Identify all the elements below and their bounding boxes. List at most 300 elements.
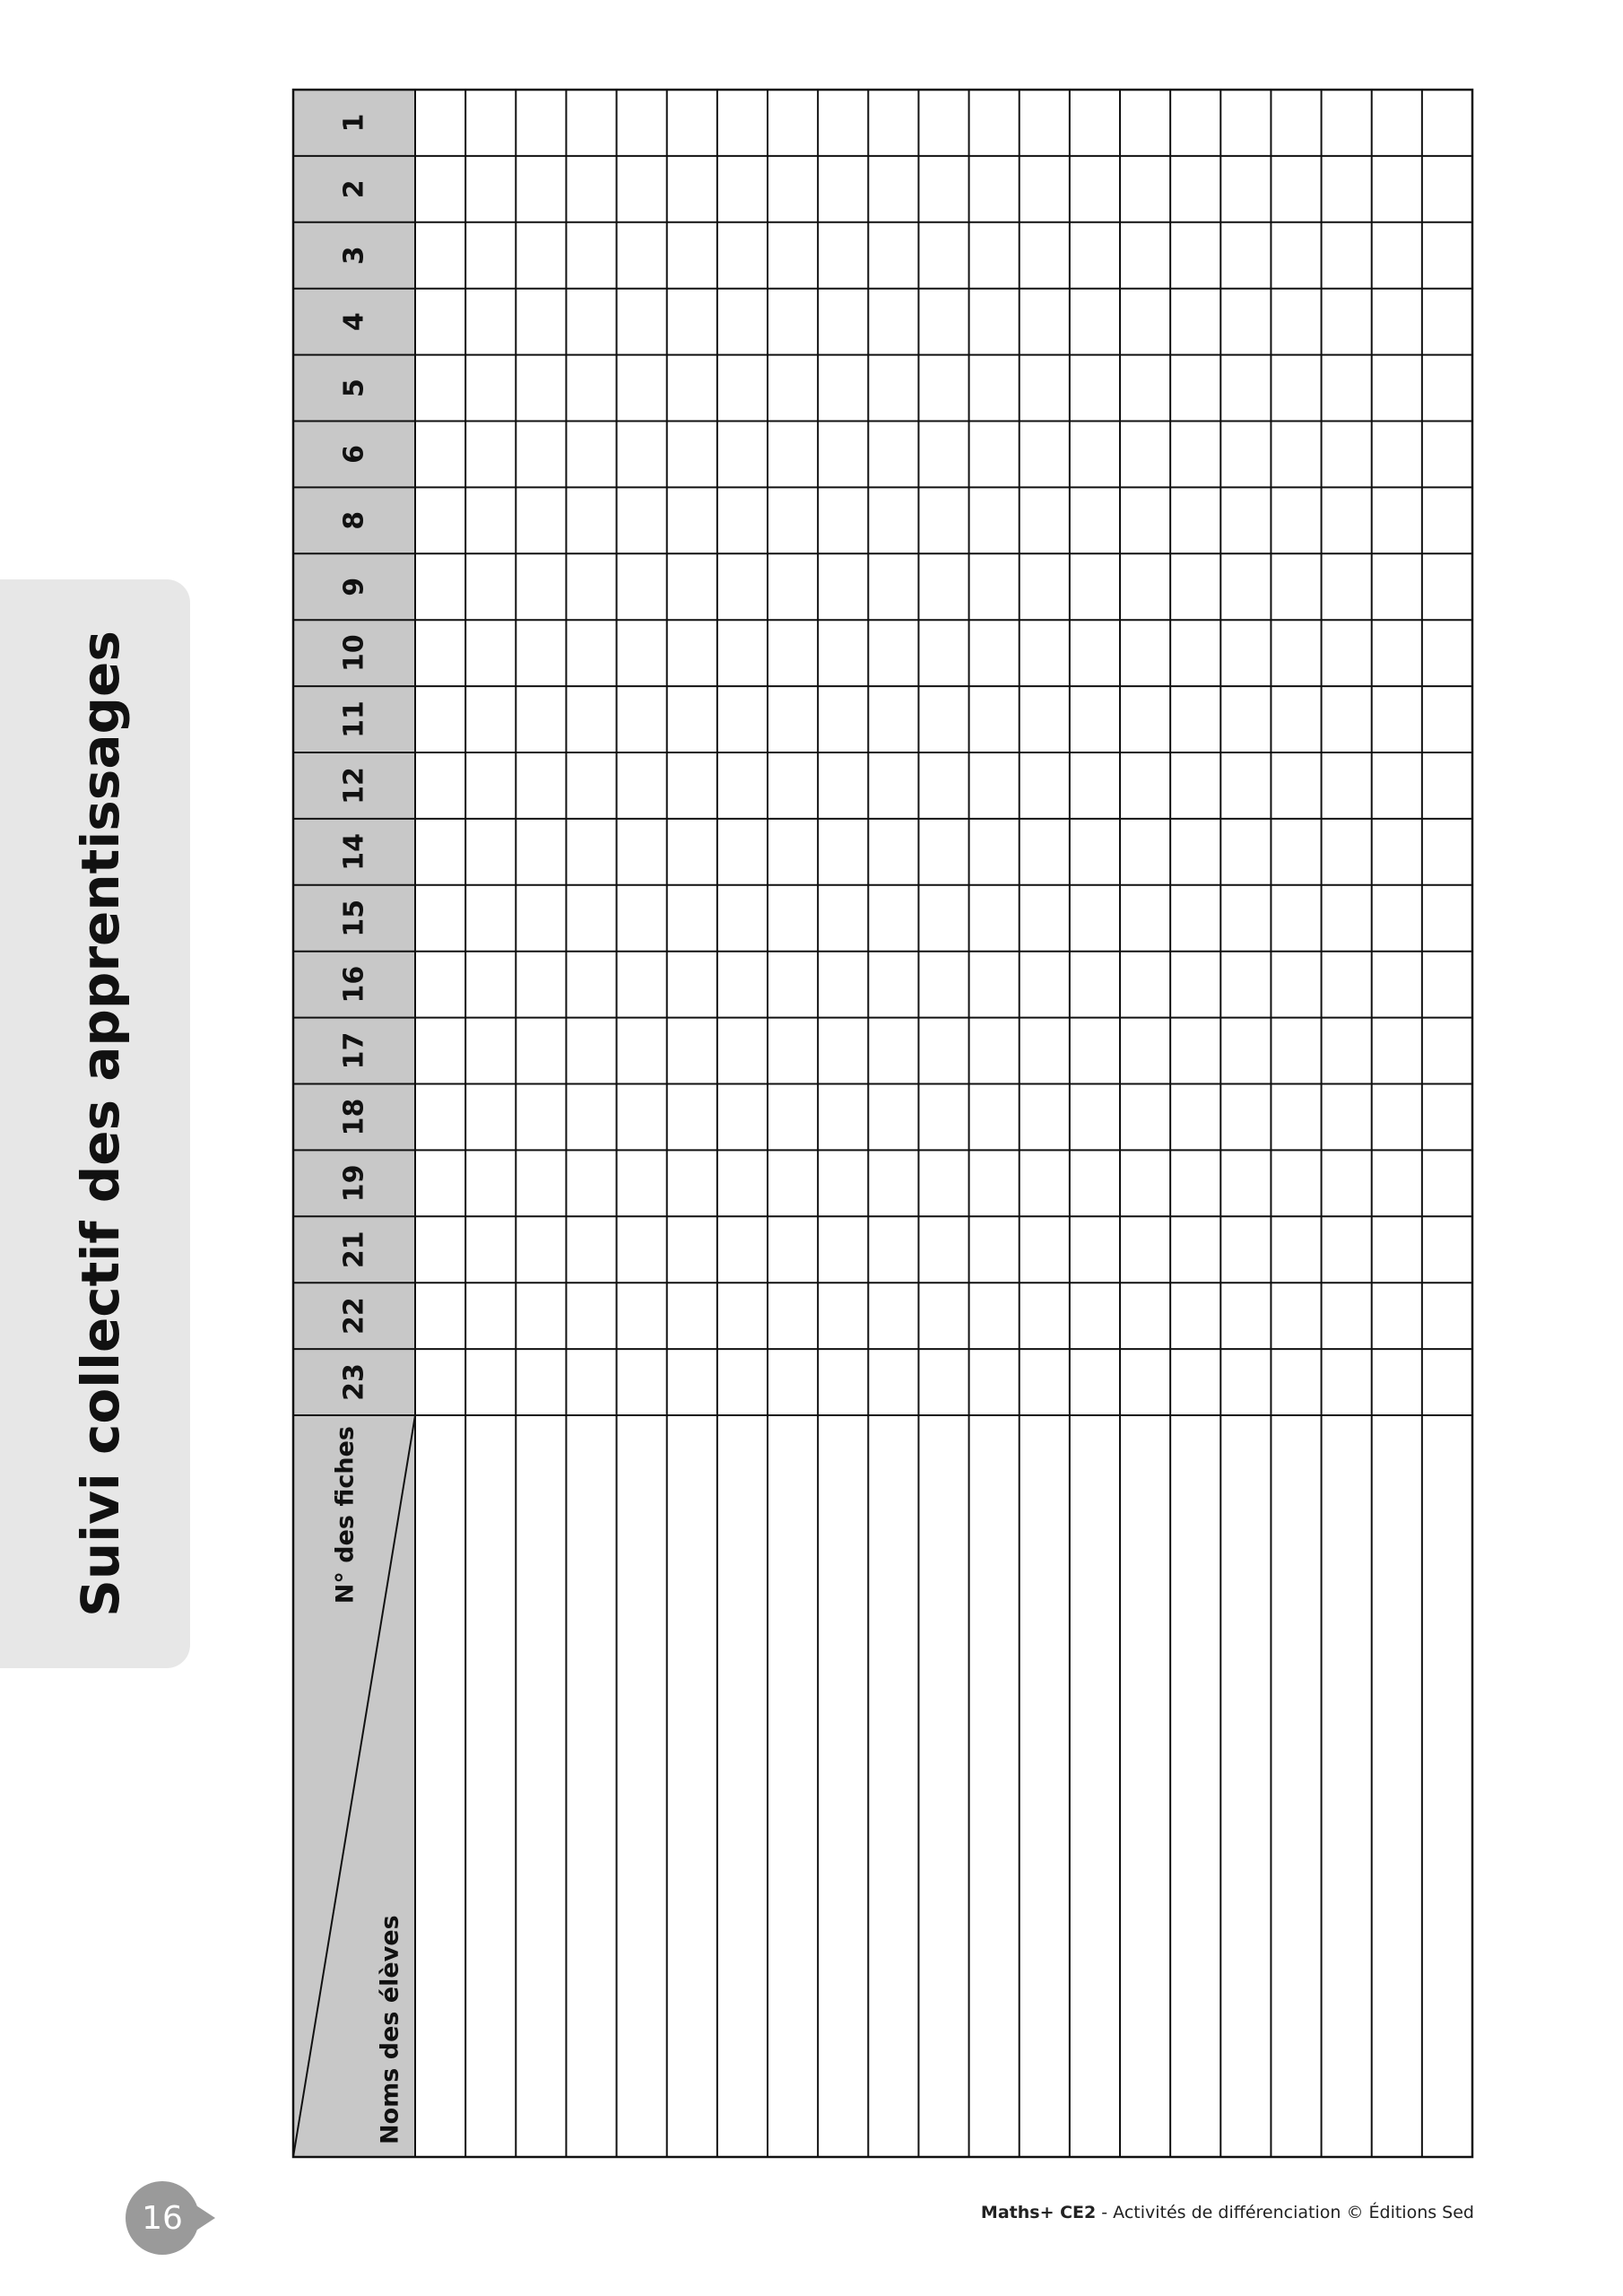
student-name-cell[interactable] — [1120, 1415, 1170, 2157]
result-cell[interactable] — [1322, 487, 1372, 553]
result-cell[interactable] — [1170, 355, 1220, 422]
result-cell[interactable] — [818, 222, 868, 289]
result-cell[interactable] — [918, 1018, 968, 1084]
result-cell[interactable] — [918, 1084, 968, 1151]
result-cell[interactable] — [1372, 686, 1422, 752]
result-cell[interactable] — [667, 819, 717, 885]
result-cell[interactable] — [868, 355, 918, 422]
result-cell[interactable] — [566, 819, 616, 885]
result-cell[interactable] — [566, 1283, 616, 1349]
student-name-cell[interactable] — [566, 1415, 616, 2157]
result-cell[interactable] — [1170, 1018, 1220, 1084]
result-cell[interactable] — [969, 156, 1020, 222]
result-cell[interactable] — [617, 422, 667, 488]
result-cell[interactable] — [768, 222, 818, 289]
student-name-cell[interactable] — [1220, 1415, 1271, 2157]
result-cell[interactable] — [717, 222, 768, 289]
result-cell[interactable] — [1220, 90, 1271, 156]
result-cell[interactable] — [969, 1216, 1020, 1283]
result-cell[interactable] — [868, 156, 918, 222]
result-cell[interactable] — [768, 1084, 818, 1151]
result-cell[interactable] — [617, 487, 667, 553]
result-cell[interactable] — [617, 222, 667, 289]
result-cell[interactable] — [465, 355, 516, 422]
result-cell[interactable] — [918, 885, 968, 952]
result-cell[interactable] — [1322, 1150, 1372, 1216]
result-cell[interactable] — [1322, 156, 1372, 222]
student-name-cell[interactable] — [1372, 1415, 1422, 2157]
result-cell[interactable] — [415, 1150, 465, 1216]
result-cell[interactable] — [667, 156, 717, 222]
result-cell[interactable] — [667, 553, 717, 620]
result-cell[interactable] — [1271, 952, 1321, 1018]
result-cell[interactable] — [768, 1150, 818, 1216]
result-cell[interactable] — [465, 1084, 516, 1151]
result-cell[interactable] — [415, 1283, 465, 1349]
result-cell[interactable] — [415, 885, 465, 952]
result-cell[interactable] — [918, 686, 968, 752]
result-cell[interactable] — [768, 1018, 818, 1084]
result-cell[interactable] — [1170, 1216, 1220, 1283]
result-cell[interactable] — [1220, 553, 1271, 620]
result-cell[interactable] — [415, 422, 465, 488]
result-cell[interactable] — [818, 752, 868, 819]
result-cell[interactable] — [1271, 1283, 1321, 1349]
result-cell[interactable] — [1120, 752, 1170, 819]
result-cell[interactable] — [1070, 686, 1120, 752]
result-cell[interactable] — [415, 355, 465, 422]
result-cell[interactable] — [1020, 1018, 1070, 1084]
result-cell[interactable] — [918, 819, 968, 885]
result-cell[interactable] — [1120, 487, 1170, 553]
student-name-cell[interactable] — [415, 1415, 465, 2157]
student-name-cell[interactable] — [617, 1415, 667, 2157]
result-cell[interactable] — [868, 222, 918, 289]
result-cell[interactable] — [1220, 487, 1271, 553]
result-cell[interactable] — [1120, 1084, 1170, 1151]
result-cell[interactable] — [1220, 422, 1271, 488]
result-cell[interactable] — [1271, 752, 1321, 819]
result-cell[interactable] — [818, 90, 868, 156]
result-cell[interactable] — [566, 952, 616, 1018]
student-name-cell[interactable] — [1070, 1415, 1120, 2157]
result-cell[interactable] — [1120, 289, 1170, 355]
result-cell[interactable] — [1372, 1018, 1422, 1084]
result-cell[interactable] — [969, 553, 1020, 620]
result-cell[interactable] — [868, 1283, 918, 1349]
result-cell[interactable] — [667, 1084, 717, 1151]
result-cell[interactable] — [868, 487, 918, 553]
result-cell[interactable] — [969, 1018, 1020, 1084]
result-cell[interactable] — [717, 553, 768, 620]
result-cell[interactable] — [617, 156, 667, 222]
result-cell[interactable] — [1322, 1084, 1372, 1151]
result-cell[interactable] — [717, 1283, 768, 1349]
result-cell[interactable] — [1322, 620, 1372, 686]
result-cell[interactable] — [1322, 222, 1372, 289]
result-cell[interactable] — [1271, 90, 1321, 156]
result-cell[interactable] — [1120, 819, 1170, 885]
student-name-cell[interactable] — [667, 1415, 717, 2157]
result-cell[interactable] — [1070, 1216, 1120, 1283]
result-cell[interactable] — [1070, 1018, 1120, 1084]
result-cell[interactable] — [1271, 819, 1321, 885]
result-cell[interactable] — [667, 1216, 717, 1283]
result-cell[interactable] — [1422, 686, 1472, 752]
result-cell[interactable] — [566, 752, 616, 819]
result-cell[interactable] — [868, 553, 918, 620]
result-cell[interactable] — [1422, 1084, 1472, 1151]
result-cell[interactable] — [415, 553, 465, 620]
result-cell[interactable] — [1372, 1349, 1422, 1415]
result-cell[interactable] — [1372, 620, 1422, 686]
result-cell[interactable] — [1422, 1018, 1472, 1084]
result-cell[interactable] — [1271, 1150, 1321, 1216]
result-cell[interactable] — [1271, 1018, 1321, 1084]
result-cell[interactable] — [1070, 620, 1120, 686]
result-cell[interactable] — [868, 1216, 918, 1283]
result-cell[interactable] — [617, 1018, 667, 1084]
result-cell[interactable] — [1422, 620, 1472, 686]
result-cell[interactable] — [1120, 1018, 1170, 1084]
result-cell[interactable] — [768, 620, 818, 686]
result-cell[interactable] — [918, 90, 968, 156]
result-cell[interactable] — [1170, 222, 1220, 289]
result-cell[interactable] — [1322, 1283, 1372, 1349]
result-cell[interactable] — [1271, 620, 1321, 686]
result-cell[interactable] — [1372, 952, 1422, 1018]
result-cell[interactable] — [768, 355, 818, 422]
result-cell[interactable] — [1070, 1150, 1120, 1216]
result-cell[interactable] — [465, 90, 516, 156]
result-cell[interactable] — [516, 222, 566, 289]
result-cell[interactable] — [1020, 952, 1070, 1018]
result-cell[interactable] — [1070, 289, 1120, 355]
result-cell[interactable] — [918, 952, 968, 1018]
student-name-cell[interactable] — [918, 1415, 968, 2157]
result-cell[interactable] — [818, 819, 868, 885]
result-cell[interactable] — [1120, 422, 1170, 488]
result-cell[interactable] — [415, 487, 465, 553]
result-cell[interactable] — [516, 422, 566, 488]
result-cell[interactable] — [969, 422, 1020, 488]
result-cell[interactable] — [566, 1349, 616, 1415]
result-cell[interactable] — [465, 686, 516, 752]
result-cell[interactable] — [1422, 1349, 1472, 1415]
result-cell[interactable] — [1020, 686, 1070, 752]
result-cell[interactable] — [415, 90, 465, 156]
result-cell[interactable] — [1070, 952, 1120, 1018]
result-cell[interactable] — [918, 355, 968, 422]
result-cell[interactable] — [465, 1216, 516, 1283]
result-cell[interactable] — [516, 355, 566, 422]
result-cell[interactable] — [1322, 553, 1372, 620]
result-cell[interactable] — [1422, 355, 1472, 422]
result-cell[interactable] — [415, 156, 465, 222]
result-cell[interactable] — [1170, 620, 1220, 686]
result-cell[interactable] — [465, 222, 516, 289]
result-cell[interactable] — [1372, 819, 1422, 885]
result-cell[interactable] — [969, 289, 1020, 355]
result-cell[interactable] — [1070, 1283, 1120, 1349]
result-cell[interactable] — [1372, 90, 1422, 156]
result-cell[interactable] — [516, 90, 566, 156]
result-cell[interactable] — [1170, 885, 1220, 952]
result-cell[interactable] — [969, 1150, 1020, 1216]
result-cell[interactable] — [1322, 819, 1372, 885]
result-cell[interactable] — [1070, 885, 1120, 952]
result-cell[interactable] — [1422, 952, 1472, 1018]
result-cell[interactable] — [617, 1084, 667, 1151]
result-cell[interactable] — [768, 1283, 818, 1349]
result-cell[interactable] — [1422, 1216, 1472, 1283]
result-cell[interactable] — [818, 355, 868, 422]
result-cell[interactable] — [1220, 156, 1271, 222]
result-cell[interactable] — [1422, 885, 1472, 952]
result-cell[interactable] — [415, 289, 465, 355]
result-cell[interactable] — [1120, 553, 1170, 620]
result-cell[interactable] — [465, 553, 516, 620]
result-cell[interactable] — [1020, 1216, 1070, 1283]
result-cell[interactable] — [1220, 1216, 1271, 1283]
result-cell[interactable] — [1020, 1283, 1070, 1349]
result-cell[interactable] — [1020, 355, 1070, 422]
result-cell[interactable] — [1271, 885, 1321, 952]
result-cell[interactable] — [1020, 819, 1070, 885]
result-cell[interactable] — [566, 686, 616, 752]
result-cell[interactable] — [717, 686, 768, 752]
result-cell[interactable] — [617, 819, 667, 885]
result-cell[interactable] — [717, 1349, 768, 1415]
result-cell[interactable] — [1120, 355, 1170, 422]
result-cell[interactable] — [516, 686, 566, 752]
result-cell[interactable] — [1070, 90, 1120, 156]
result-cell[interactable] — [1020, 222, 1070, 289]
result-cell[interactable] — [1271, 289, 1321, 355]
result-cell[interactable] — [465, 952, 516, 1018]
result-cell[interactable] — [1271, 422, 1321, 488]
result-cell[interactable] — [1170, 752, 1220, 819]
result-cell[interactable] — [768, 553, 818, 620]
result-cell[interactable] — [818, 1283, 868, 1349]
student-name-cell[interactable] — [1322, 1415, 1372, 2157]
result-cell[interactable] — [969, 819, 1020, 885]
result-cell[interactable] — [1372, 1216, 1422, 1283]
student-name-cell[interactable] — [969, 1415, 1020, 2157]
result-cell[interactable] — [617, 289, 667, 355]
result-cell[interactable] — [667, 1018, 717, 1084]
result-cell[interactable] — [768, 156, 818, 222]
result-cell[interactable] — [818, 952, 868, 1018]
result-cell[interactable] — [1170, 156, 1220, 222]
result-cell[interactable] — [617, 686, 667, 752]
result-cell[interactable] — [1170, 1084, 1220, 1151]
result-cell[interactable] — [818, 156, 868, 222]
result-cell[interactable] — [566, 289, 616, 355]
result-cell[interactable] — [1170, 952, 1220, 1018]
result-cell[interactable] — [1120, 952, 1170, 1018]
result-cell[interactable] — [918, 1150, 968, 1216]
result-cell[interactable] — [1271, 156, 1321, 222]
result-cell[interactable] — [918, 1216, 968, 1283]
result-cell[interactable] — [465, 819, 516, 885]
result-cell[interactable] — [1070, 355, 1120, 422]
student-name-cell[interactable] — [1422, 1415, 1472, 2157]
result-cell[interactable] — [465, 289, 516, 355]
result-cell[interactable] — [768, 686, 818, 752]
result-cell[interactable] — [1422, 819, 1472, 885]
result-cell[interactable] — [465, 1018, 516, 1084]
result-cell[interactable] — [1422, 289, 1472, 355]
result-cell[interactable] — [918, 1349, 968, 1415]
result-cell[interactable] — [415, 686, 465, 752]
result-cell[interactable] — [1170, 686, 1220, 752]
result-cell[interactable] — [868, 686, 918, 752]
result-cell[interactable] — [415, 752, 465, 819]
result-cell[interactable] — [818, 620, 868, 686]
result-cell[interactable] — [566, 1018, 616, 1084]
result-cell[interactable] — [1322, 422, 1372, 488]
result-cell[interactable] — [1220, 1349, 1271, 1415]
result-cell[interactable] — [1422, 222, 1472, 289]
result-cell[interactable] — [617, 752, 667, 819]
result-cell[interactable] — [465, 487, 516, 553]
result-cell[interactable] — [465, 885, 516, 952]
result-cell[interactable] — [717, 1216, 768, 1283]
result-cell[interactable] — [818, 1349, 868, 1415]
result-cell[interactable] — [465, 156, 516, 222]
student-name-cell[interactable] — [1020, 1415, 1070, 2157]
result-cell[interactable] — [1422, 752, 1472, 819]
student-name-cell[interactable] — [818, 1415, 868, 2157]
result-cell[interactable] — [1220, 620, 1271, 686]
result-cell[interactable] — [969, 1349, 1020, 1415]
result-cell[interactable] — [617, 885, 667, 952]
result-cell[interactable] — [1322, 686, 1372, 752]
result-cell[interactable] — [667, 289, 717, 355]
result-cell[interactable] — [1220, 885, 1271, 952]
result-cell[interactable] — [1170, 819, 1220, 885]
result-cell[interactable] — [1070, 1349, 1120, 1415]
result-cell[interactable] — [1170, 90, 1220, 156]
result-cell[interactable] — [667, 222, 717, 289]
result-cell[interactable] — [1322, 90, 1372, 156]
result-cell[interactable] — [1120, 1283, 1170, 1349]
result-cell[interactable] — [1422, 422, 1472, 488]
result-cell[interactable] — [1422, 156, 1472, 222]
result-cell[interactable] — [1170, 487, 1220, 553]
result-cell[interactable] — [617, 1216, 667, 1283]
result-cell[interactable] — [868, 952, 918, 1018]
result-cell[interactable] — [717, 1084, 768, 1151]
result-cell[interactable] — [1120, 620, 1170, 686]
result-cell[interactable] — [969, 1084, 1020, 1151]
result-cell[interactable] — [1220, 1283, 1271, 1349]
result-cell[interactable] — [918, 620, 968, 686]
result-cell[interactable] — [566, 620, 616, 686]
result-cell[interactable] — [818, 686, 868, 752]
result-cell[interactable] — [415, 1349, 465, 1415]
result-cell[interactable] — [969, 952, 1020, 1018]
result-cell[interactable] — [1372, 1283, 1422, 1349]
result-cell[interactable] — [516, 952, 566, 1018]
result-cell[interactable] — [1020, 90, 1070, 156]
result-cell[interactable] — [818, 422, 868, 488]
result-cell[interactable] — [868, 885, 918, 952]
result-cell[interactable] — [667, 752, 717, 819]
result-cell[interactable] — [1271, 686, 1321, 752]
result-cell[interactable] — [1070, 1084, 1120, 1151]
result-cell[interactable] — [667, 355, 717, 422]
result-cell[interactable] — [1170, 1150, 1220, 1216]
result-cell[interactable] — [1372, 752, 1422, 819]
result-cell[interactable] — [516, 1150, 566, 1216]
result-cell[interactable] — [717, 289, 768, 355]
result-cell[interactable] — [667, 1349, 717, 1415]
result-cell[interactable] — [667, 422, 717, 488]
result-cell[interactable] — [717, 1018, 768, 1084]
result-cell[interactable] — [1220, 819, 1271, 885]
result-cell[interactable] — [566, 222, 616, 289]
result-cell[interactable] — [566, 355, 616, 422]
result-cell[interactable] — [415, 819, 465, 885]
result-cell[interactable] — [768, 1216, 818, 1283]
result-cell[interactable] — [1070, 752, 1120, 819]
result-cell[interactable] — [768, 90, 818, 156]
result-cell[interactable] — [1070, 819, 1120, 885]
result-cell[interactable] — [918, 289, 968, 355]
result-cell[interactable] — [1020, 487, 1070, 553]
result-cell[interactable] — [1372, 355, 1422, 422]
result-cell[interactable] — [1322, 289, 1372, 355]
result-cell[interactable] — [1070, 222, 1120, 289]
result-cell[interactable] — [1020, 422, 1070, 488]
result-cell[interactable] — [818, 553, 868, 620]
result-cell[interactable] — [415, 1018, 465, 1084]
result-cell[interactable] — [516, 487, 566, 553]
result-cell[interactable] — [566, 1216, 616, 1283]
result-cell[interactable] — [918, 487, 968, 553]
result-cell[interactable] — [566, 422, 616, 488]
result-cell[interactable] — [1220, 222, 1271, 289]
result-cell[interactable] — [1120, 90, 1170, 156]
result-cell[interactable] — [1020, 620, 1070, 686]
result-cell[interactable] — [818, 885, 868, 952]
result-cell[interactable] — [1020, 156, 1070, 222]
result-cell[interactable] — [918, 422, 968, 488]
result-cell[interactable] — [465, 620, 516, 686]
result-cell[interactable] — [1271, 1084, 1321, 1151]
result-cell[interactable] — [1271, 553, 1321, 620]
result-cell[interactable] — [818, 1216, 868, 1283]
result-cell[interactable] — [768, 422, 818, 488]
student-name-cell[interactable] — [1271, 1415, 1321, 2157]
result-cell[interactable] — [1020, 1150, 1070, 1216]
result-cell[interactable] — [1271, 222, 1321, 289]
result-cell[interactable] — [415, 1216, 465, 1283]
result-cell[interactable] — [717, 487, 768, 553]
result-cell[interactable] — [1271, 487, 1321, 553]
result-cell[interactable] — [667, 1150, 717, 1216]
result-cell[interactable] — [465, 752, 516, 819]
result-cell[interactable] — [1170, 1283, 1220, 1349]
result-cell[interactable] — [1170, 422, 1220, 488]
result-cell[interactable] — [1120, 1150, 1170, 1216]
result-cell[interactable] — [617, 553, 667, 620]
result-cell[interactable] — [516, 1018, 566, 1084]
result-cell[interactable] — [617, 1150, 667, 1216]
result-cell[interactable] — [768, 1349, 818, 1415]
